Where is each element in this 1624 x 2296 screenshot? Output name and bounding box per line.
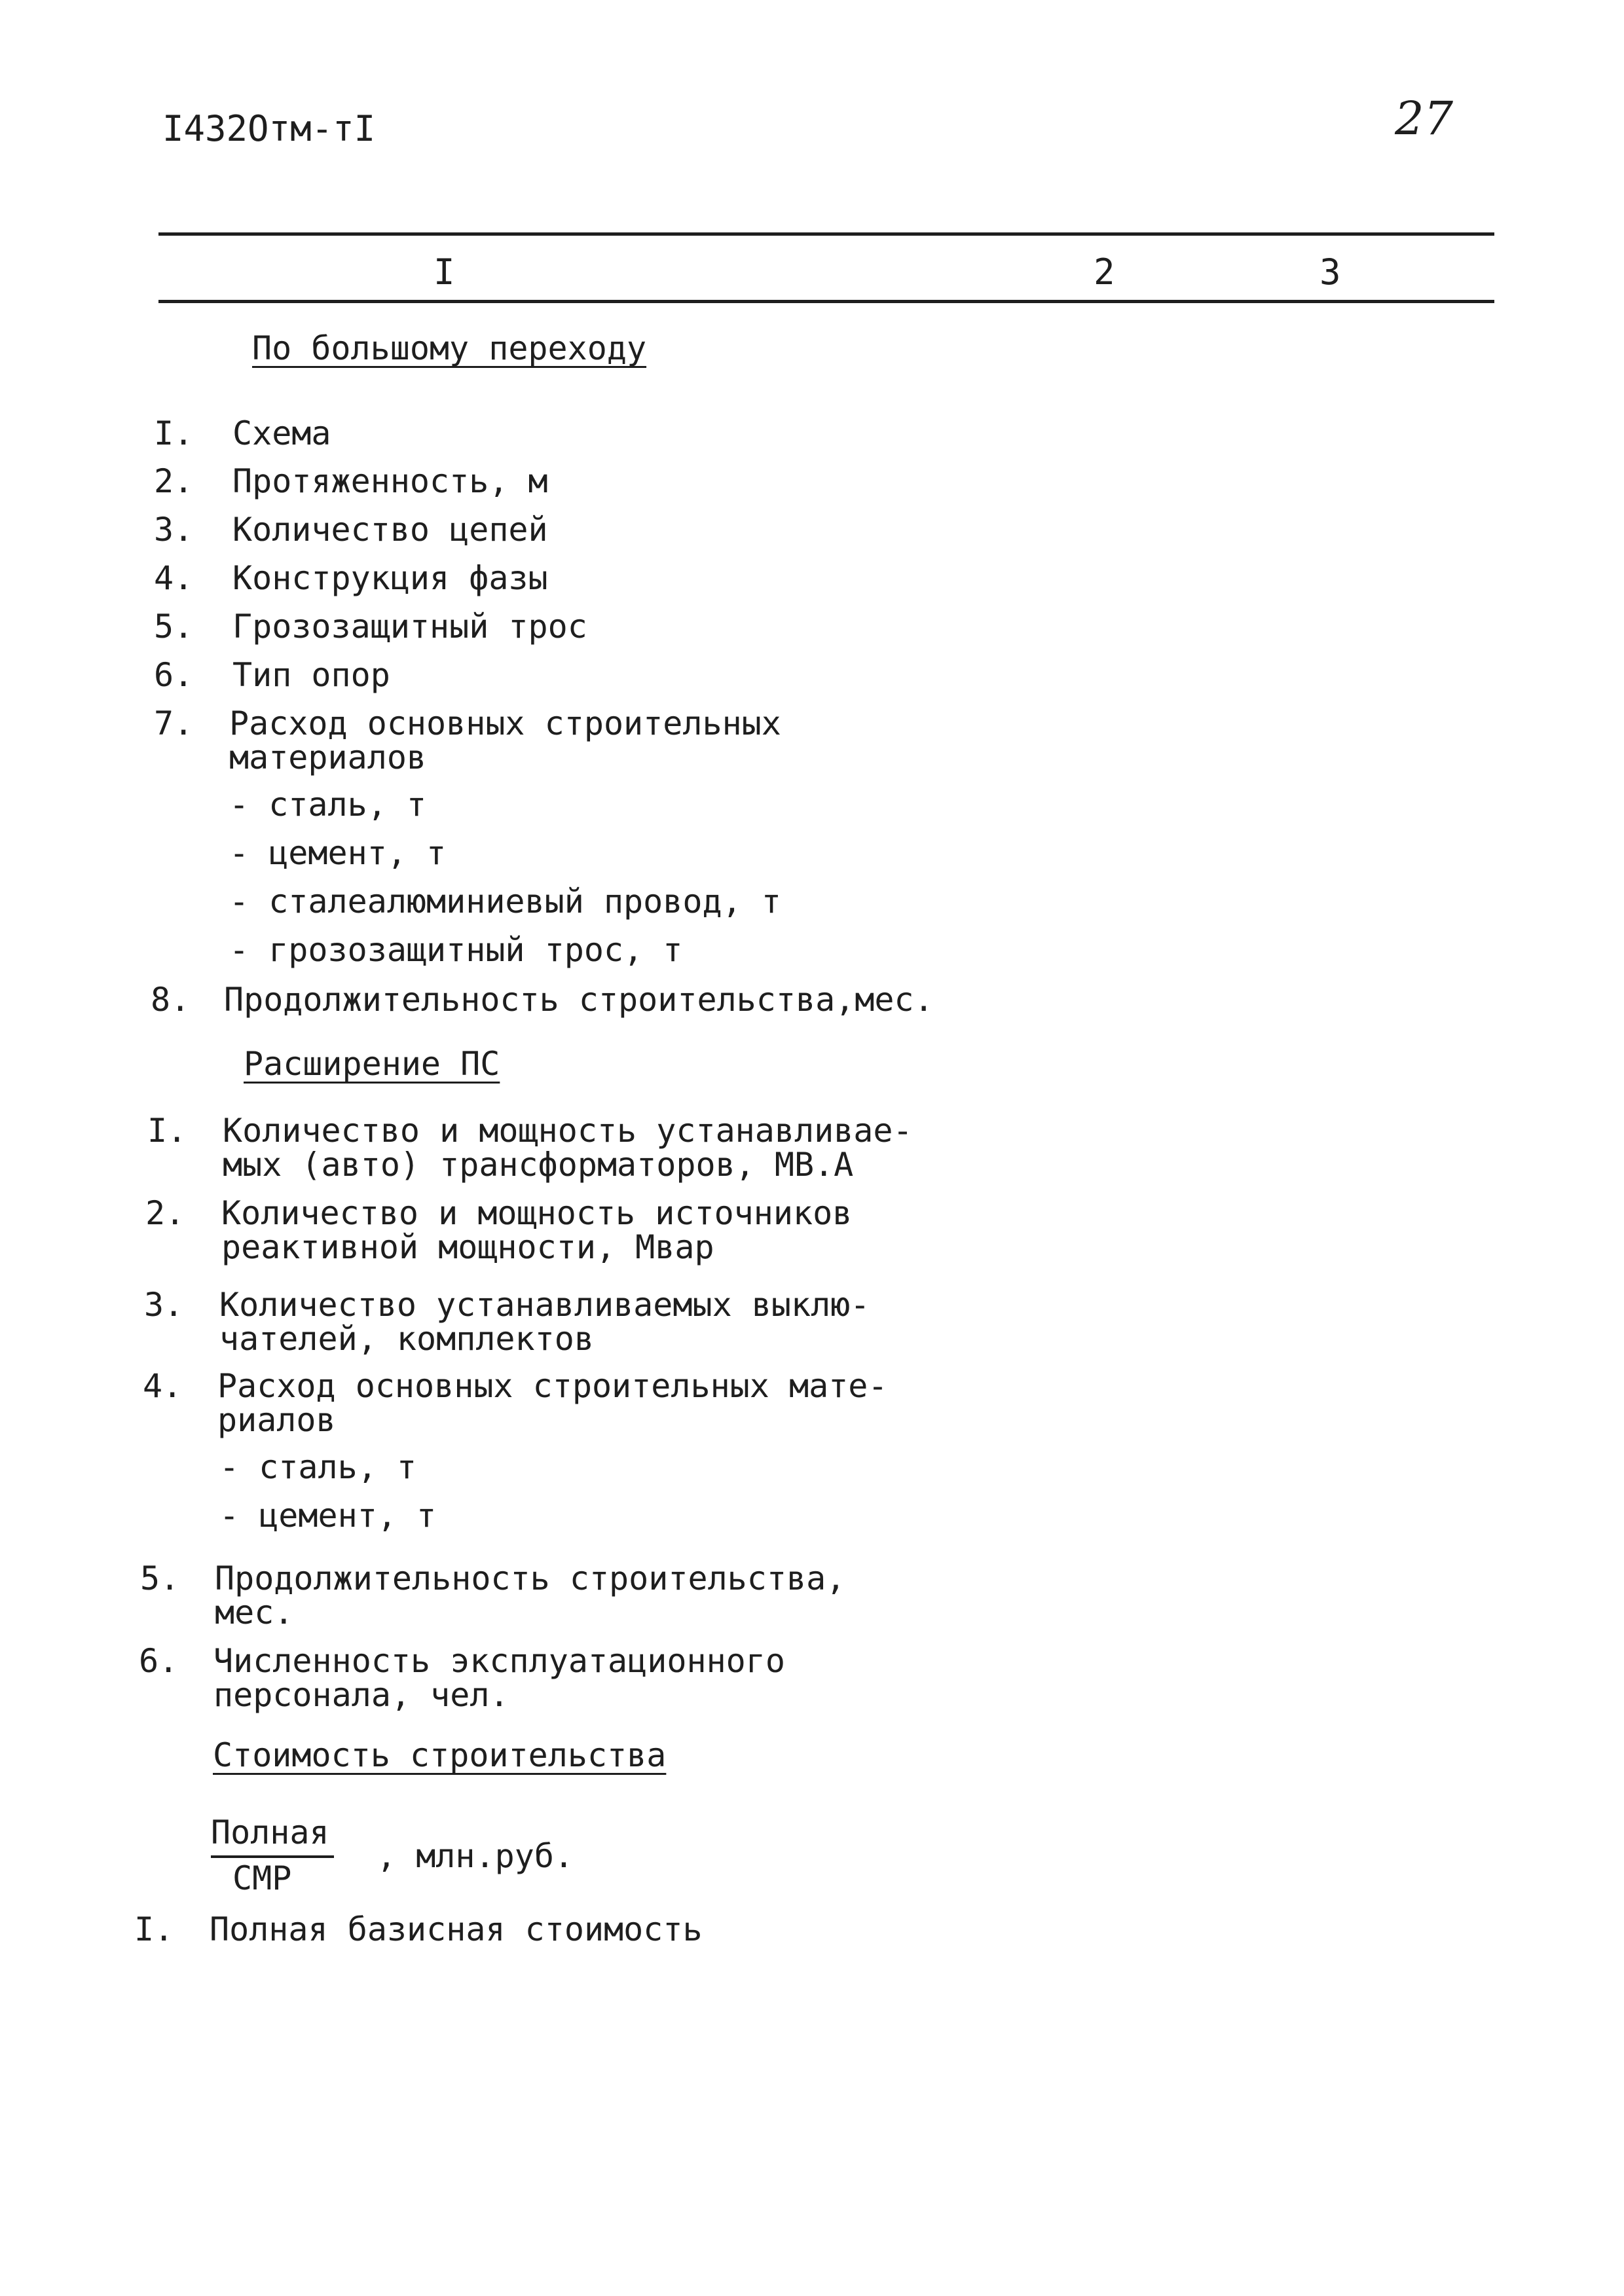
column-header-3: 3 — [1320, 251, 1341, 293]
item-text-continued: персонала, чел. — [213, 1676, 509, 1714]
item-text-continued: реактивной мощности, Мвар — [221, 1228, 714, 1266]
fraction-numerator: Полная — [211, 1813, 329, 1851]
item-number: 4. — [154, 559, 194, 597]
item-number: I. — [154, 414, 194, 452]
item-text-continued: материалов — [229, 738, 427, 776]
item-text: Расход основных строительных мате- — [217, 1367, 888, 1405]
item-text: Количество и мощность источников — [221, 1194, 853, 1232]
item-text: Продолжительность строительства,мес. — [224, 981, 934, 1019]
sub-item: - грозозащитный трос, т — [229, 931, 683, 969]
item-text: Полная базисная стоимость — [210, 1910, 703, 1948]
table-header-rule — [158, 300, 1494, 303]
item-text: Протяженность, м — [232, 462, 548, 500]
item-number: 6. — [154, 656, 194, 694]
item-text: Продолжительность строительства, — [215, 1559, 846, 1597]
item-number: 7. — [154, 704, 194, 742]
item-text: Тип опор — [232, 656, 390, 694]
item-text: Количество и мощность устанавливае- — [223, 1112, 913, 1150]
item-text-continued: чателей, комплектов — [219, 1320, 594, 1358]
item-number: 5. — [154, 608, 194, 646]
item-text: Конструкция фазы — [232, 559, 548, 597]
item-number: 8. — [151, 981, 191, 1019]
sub-item: - сталь, т — [219, 1448, 417, 1486]
item-text: Грозозащитный трос — [232, 608, 587, 646]
table-top-rule — [158, 232, 1494, 236]
item-number: 6. — [139, 1642, 179, 1680]
sub-item: - цемент, т — [229, 834, 447, 872]
item-number: 4. — [143, 1367, 183, 1405]
item-number: I. — [134, 1910, 174, 1948]
item-number: 3. — [154, 511, 194, 549]
item-text-continued: мых (авто) трансформаторов, МВ.А — [223, 1146, 854, 1184]
item-number: 5. — [140, 1559, 180, 1597]
fraction-bar — [211, 1855, 334, 1858]
section-title: Стоимость строительства — [213, 1736, 667, 1774]
column-header-1: I — [434, 251, 455, 293]
item-text: Схема — [232, 414, 331, 452]
sub-item: - сталеалюминиевый провод, т — [229, 883, 781, 920]
item-text: Количество устанавливаемых выклю- — [219, 1286, 870, 1324]
item-text: Численность эксплуатационного — [213, 1642, 785, 1680]
item-number: 2. — [145, 1194, 185, 1232]
item-number: 2. — [154, 462, 194, 500]
item-text: Расход основных строительных — [229, 704, 781, 742]
section-title: По большому переходу — [252, 329, 647, 367]
item-text-continued: мес. — [215, 1594, 294, 1631]
page-number: 27 — [1395, 92, 1454, 145]
item-number: I. — [147, 1112, 187, 1150]
fraction-denominator: СМР — [232, 1859, 292, 1897]
sub-item: - цемент, т — [219, 1497, 437, 1535]
item-text: Количество цепей — [232, 511, 548, 549]
item-number: 3. — [144, 1286, 184, 1324]
document-code: I432Oтм-тI — [162, 108, 376, 149]
cost-unit: , млн.руб. — [377, 1837, 574, 1875]
sub-item: - сталь, т — [229, 786, 427, 824]
column-header-2: 2 — [1094, 251, 1115, 293]
item-text-continued: риалов — [217, 1401, 336, 1439]
section-title: Расширение ПС — [244, 1045, 500, 1083]
